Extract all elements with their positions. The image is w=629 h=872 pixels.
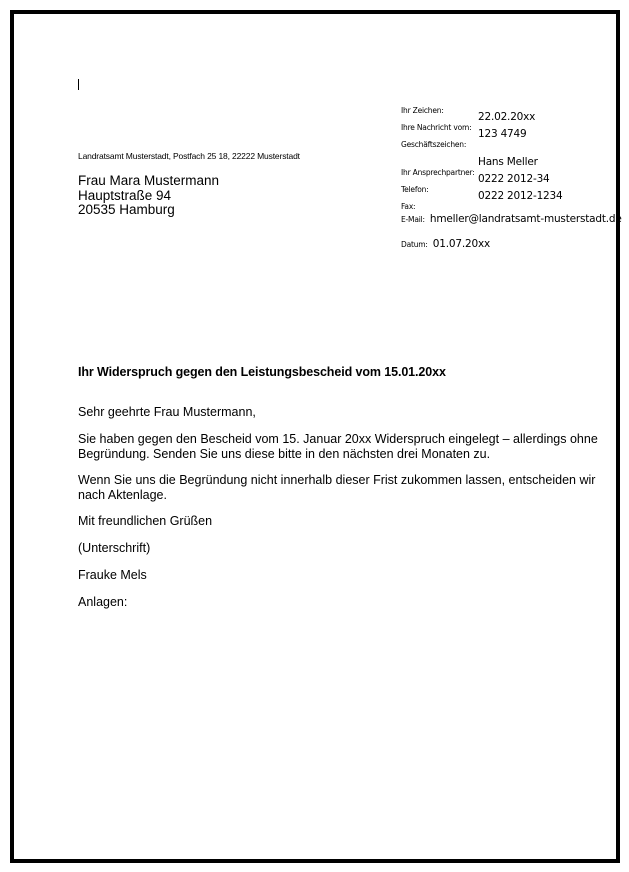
telefon-label: Telefon: (401, 185, 429, 194)
geschaeftszeichen-value: 123 4749 (478, 128, 527, 140)
ansprechpartner-value: Hans Meller (478, 156, 538, 168)
fax-value: 0222 2012-1234 (478, 190, 563, 202)
sender-line: Landratsamt Musterstadt, Postfach 25 18, 22222 Musterstadt (78, 151, 300, 161)
ansprechpartner-label: Ihr Ansprechpartner: (401, 168, 475, 177)
geschaeftszeichen-row (401, 128, 527, 151)
paragraph-1 (78, 432, 598, 461)
datum-label: Datum: (401, 240, 428, 249)
subject-line: Ihr Widerspruch gegen den Leistungsbescheid vom 15.01.20xx (78, 365, 446, 379)
email-row (401, 207, 622, 226)
recipient-name: Frau Mara Mustermann (78, 173, 220, 188)
signature-placeholder: (Unterschrift) (78, 541, 151, 555)
nachricht-value: 22.02.20xx (478, 111, 536, 123)
telefon-value: 0222 2012-34 (478, 173, 550, 185)
email-value: hmeller@landratsamt-musterstadt.de (429, 213, 622, 225)
recipient-street: Hauptstraße 94 (78, 187, 172, 203)
document-page (10, 10, 620, 863)
paragraph-1-line-1: Sie haben gegen den Bescheid vom 15. Januar 20xx Widerspruch eingelegt – allerdings ohne (78, 432, 598, 446)
recipient-address (78, 174, 219, 218)
text-cursor (78, 79, 79, 90)
geschaeftszeichen-label: Geschäftszeichen: (401, 140, 467, 149)
closing: Mit freundlichen Grüßen (78, 514, 213, 528)
paragraph-2-line-2: nach Aktenlage. (78, 487, 167, 502)
datum-value: 01.07.20xx (432, 238, 490, 250)
datum-row (401, 232, 490, 251)
attachments-label: Anlagen: (78, 595, 128, 609)
salutation: Sehr geehrte Frau Mustermann, (78, 405, 256, 419)
fax-label: Fax: (401, 202, 416, 211)
recipient-city: 20535 Hamburg (78, 202, 175, 217)
nachricht-label: Ihre Nachricht vom: (401, 123, 472, 132)
paragraph-2-line-1: Wenn Sie uns die Begründung nicht innerhalb dieser Frist zukommen lassen, entscheiden wir (78, 473, 596, 487)
paragraph-2 (78, 473, 595, 502)
ihr-zeichen-label: Ihr Zeichen: (401, 106, 444, 115)
signer-name: Frauke Mels (78, 568, 147, 582)
paragraph-1-line-2: Begründung. Senden Sie uns diese bitte in den nächsten drei Monaten zu. (78, 446, 491, 461)
email-label: E-Mail: (401, 215, 425, 224)
